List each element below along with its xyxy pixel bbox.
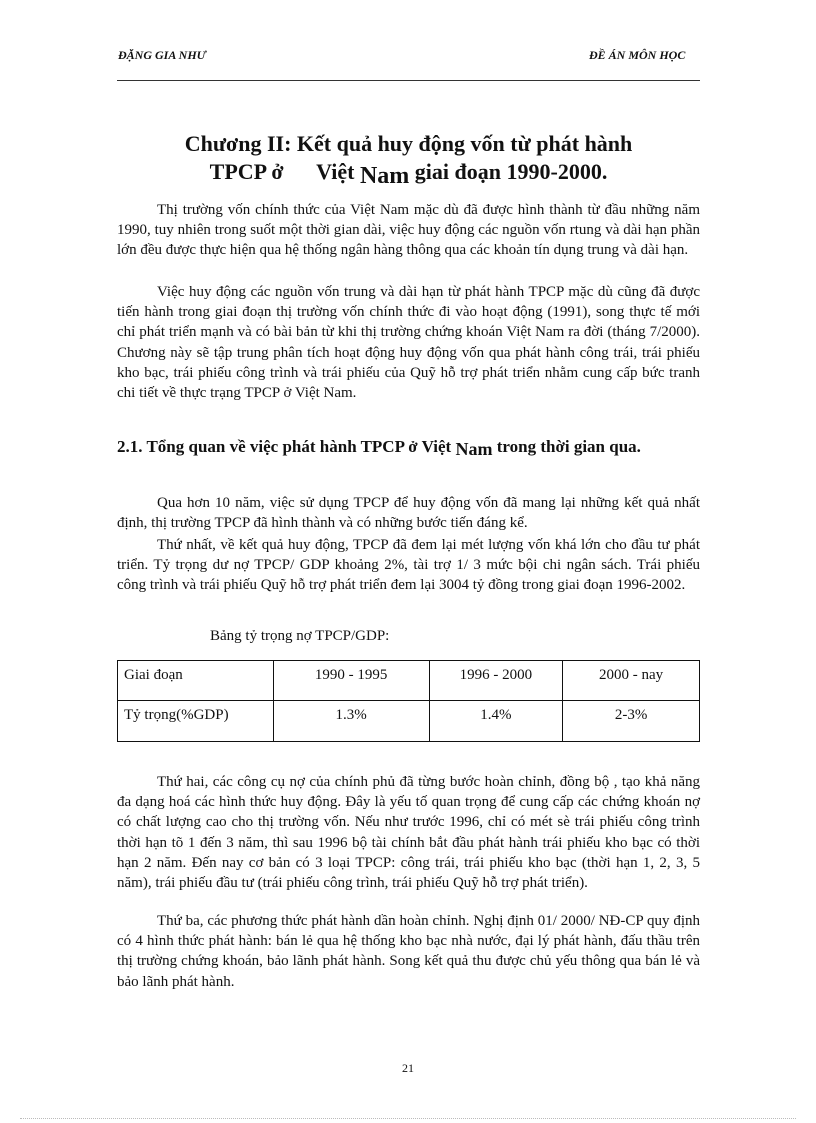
table-cell: 1.4% bbox=[429, 701, 563, 742]
table-row bbox=[118, 701, 700, 742]
section-heading bbox=[117, 434, 700, 459]
chapter-title-line1: Chương II: Kết quả huy động vốn từ phát hành bbox=[184, 131, 633, 156]
paragraph-6: Thứ ba, các phương thức phát hành dần hoàn chỉnh. Nghị định 01/ 2000/ NĐ-CP quy định có 4 hình thức phát hành: bán lẻ qua hệ thống kho bạc nhà nước, đại lý phát hành, đấu thầu trên thị trường chứng khoán, bảo lãnh phát hành. Song kết quả thu được chủ yếu thông qua bán lẻ và bảo lãnh phát hành. bbox=[117, 913, 700, 990]
table-cell: 2-3% bbox=[563, 701, 700, 742]
paragraph-1: Thị trường vốn chính thức của Việt Nam mặc dù đã được hình thành từ đầu những năm 1990, tuy nhiên trong suốt một thời gian dài, việc huy động các nguồn vốn rtung và dài hạn phần lớn đều được thực hiện qua hệ thống ngân hàng thông qua các khoản tín dụng trung và dài hạn. bbox=[117, 202, 700, 259]
section-heading-nam: Nam bbox=[455, 439, 493, 459]
chapter-title-line2 bbox=[117, 158, 700, 189]
table-cell: 2000 - nay bbox=[563, 661, 700, 701]
table-header-row bbox=[118, 661, 700, 701]
table-cell: 1.3% bbox=[273, 701, 429, 742]
page-number: 21 bbox=[402, 1061, 414, 1075]
chapter-title-line2-end: giai đoạn 1990-2000. bbox=[409, 159, 608, 184]
debt-ratio-table bbox=[117, 660, 700, 742]
table-cell: 1996 - 2000 bbox=[429, 661, 563, 701]
header-course: ĐỀ ÁN MÔN HỌC bbox=[589, 48, 686, 62]
paragraph-2: Việc huy động các nguồn vốn trung và dài hạn từ phát hành TPCP mặc dù cũng đã được tiến hành trong giai đoạn thị trường vốn chính thức đi vào hoạt động (1991), song thực tế mới chỉ phát triển mạnh và có bài bản từ khi thị trường chứng khoán Việt Nam ra đời (tháng 7/2000). Chương này sẽ tập trung phân tích hoạt động huy động vốn qua phát hành công trái, trái phiếu kho bạc, trái phiếu công trình và trái phiếu của Quỹ hỗ trợ phát triển nhằm cung cấp bức tranh chi tiết về thực trạng TPCP ở Việt Nam. bbox=[117, 284, 700, 402]
table-cell: Giai đoạn bbox=[118, 661, 274, 701]
table-caption: Bảng tỷ trọng nợ TPCP/GDP: bbox=[210, 628, 390, 644]
header-rule bbox=[117, 80, 700, 82]
table-cell: Tỷ trọng(%GDP) bbox=[118, 701, 274, 742]
paragraph-5: Thứ hai, các công cụ nợ của chính phủ đã từng bước hoàn chỉnh, đồng bộ , tạo khả năng đa dạng hoá các hình thức huy động. Đây là yếu tố quan trọng để cung cấp các chứng khoán nợ có chất lượng cao cho thị trường vốn. Nếu như trước 1996, chỉ có mét sè trái phiếu công trình thời hạn tõ 1 đến 3 năm, thì sau 1996 bộ tài chính bắt đầu phát hành trái phiếu kho bạc có thời hạn 2 năm. Đến nay cơ bản có 3 loại TPCP: công trái, trái phiếu kho bạc (thời hạn 1, 2, 3, 5 năm), trái phiếu đầu tư (trái phiếu công trình, trái phiếu Quỹ hỗ trợ phát triển). bbox=[117, 774, 700, 892]
section-heading-end: trong thời gian qua. bbox=[492, 437, 641, 456]
chapter-title-line2-start: TPCP ở Việt bbox=[209, 159, 360, 184]
header-author: ĐẶNG GIA NHƯ bbox=[118, 48, 206, 62]
table-cell: 1990 - 1995 bbox=[273, 661, 429, 701]
paragraph-4: Thứ nhất, về kết quả huy động, TPCP đã đem lại mét lượng vốn khá lớn cho đầu tư phát triển. Tỷ trọng dư nợ TPCP/ GDP khoảng 2%, tài trợ 1/ 3 mức bội chi ngân sách. Trái phiếu công trình và trái phiếu Quỹ hỗ trợ phát triển đem lại 3004 tỷ đồng trong giai đoạn 1996-2002. bbox=[117, 537, 700, 594]
chapter-title-nam: Nam bbox=[359, 163, 410, 189]
chapter-title bbox=[117, 130, 700, 189]
paragraph-3: Qua hơn 10 năm, việc sử dụng TPCP để huy động vốn đã mang lại những kết quả nhất định, thị trường TPCP đã hình thành và có những bước tiến đáng kể. bbox=[117, 495, 700, 532]
footer-dotted-line bbox=[20, 1118, 796, 1119]
section-heading-start: 2.1. Tổng quan về việc phát hành TPCP ở Việt bbox=[117, 437, 456, 456]
